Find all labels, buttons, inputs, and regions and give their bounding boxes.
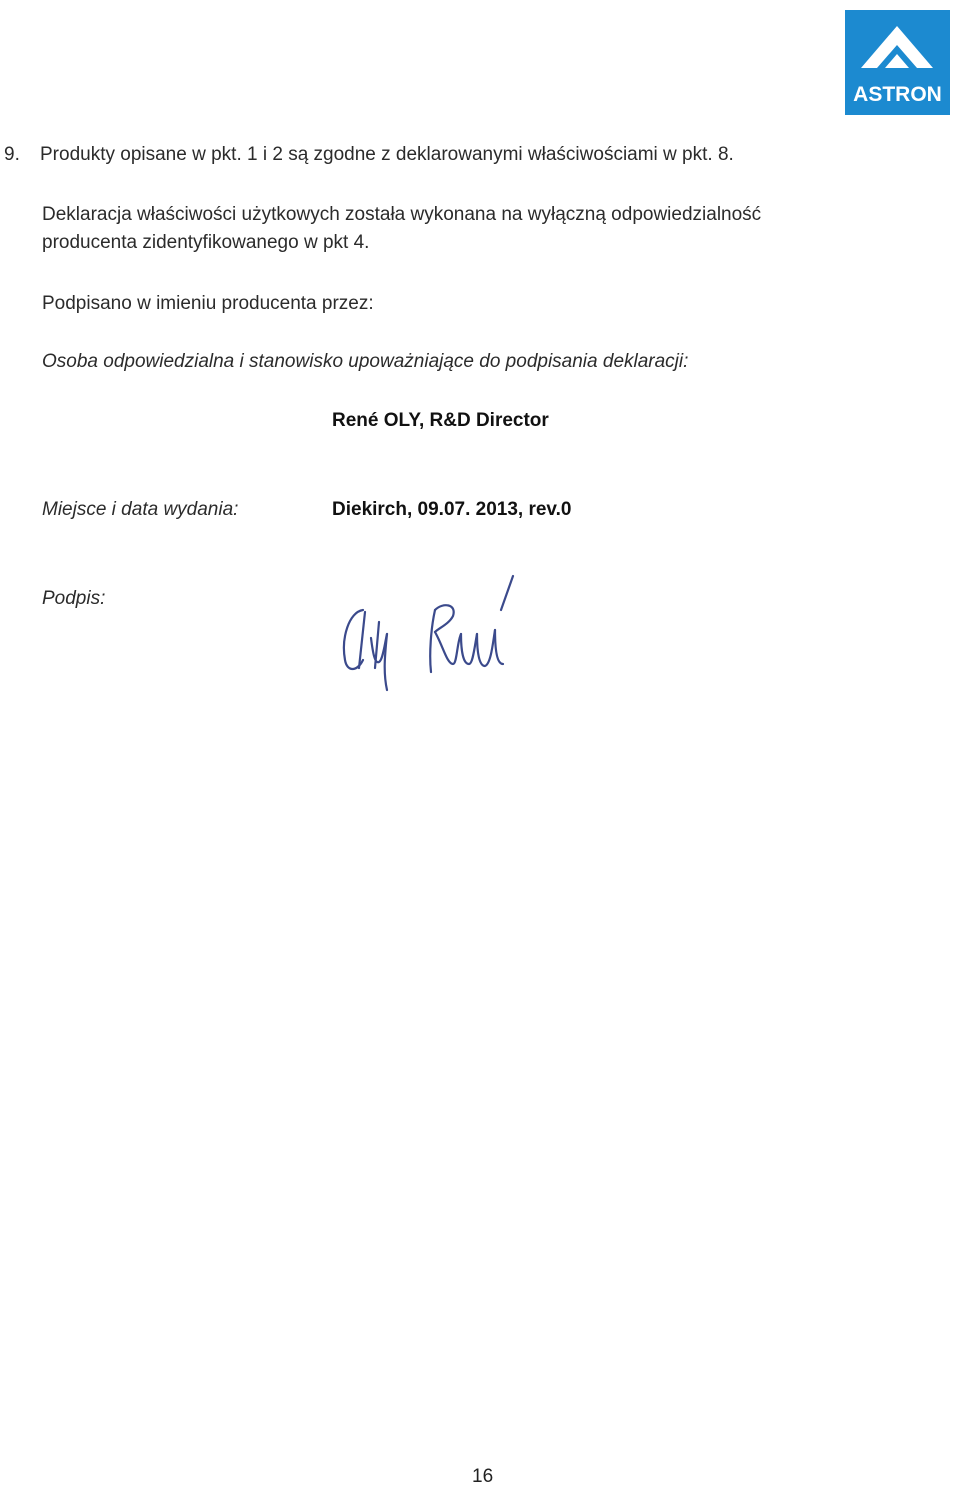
signature-label: Podpis: [42, 588, 106, 609]
astron-logo-icon [845, 10, 950, 115]
place-date-label: Miejsce i data wydania: [42, 499, 239, 520]
logo-text: ASTRON [853, 83, 942, 106]
section-9-text: Produkty opisane w pkt. 1 i 2 są zgodne z deklarowanymi właściwościami w pkt. 8. [40, 144, 734, 165]
responsible-person-name: René OLY, R&D Director [332, 410, 549, 431]
section-number: 9. [4, 144, 20, 165]
responsible-person-label: Osoba odpowiedzialna i stanowisko upoważniające do podpisania deklaracji: [42, 351, 689, 372]
declaration-line-2: producenta zidentyfikowanego w pkt 4. [42, 232, 370, 253]
signature-icon [335, 572, 525, 697]
declaration-line-1: Deklaracja właściwości użytkowych została wykonana na wyłączną odpowiedzialność [42, 204, 762, 225]
handwritten-signature [335, 572, 525, 697]
astron-logo [845, 10, 950, 115]
place-date-value: Diekirch, 09.07. 2013, rev.0 [332, 499, 572, 520]
page-number: 16 [472, 1466, 494, 1487]
signed-by-label: Podpisano w imieniu producenta przez: [42, 293, 374, 314]
